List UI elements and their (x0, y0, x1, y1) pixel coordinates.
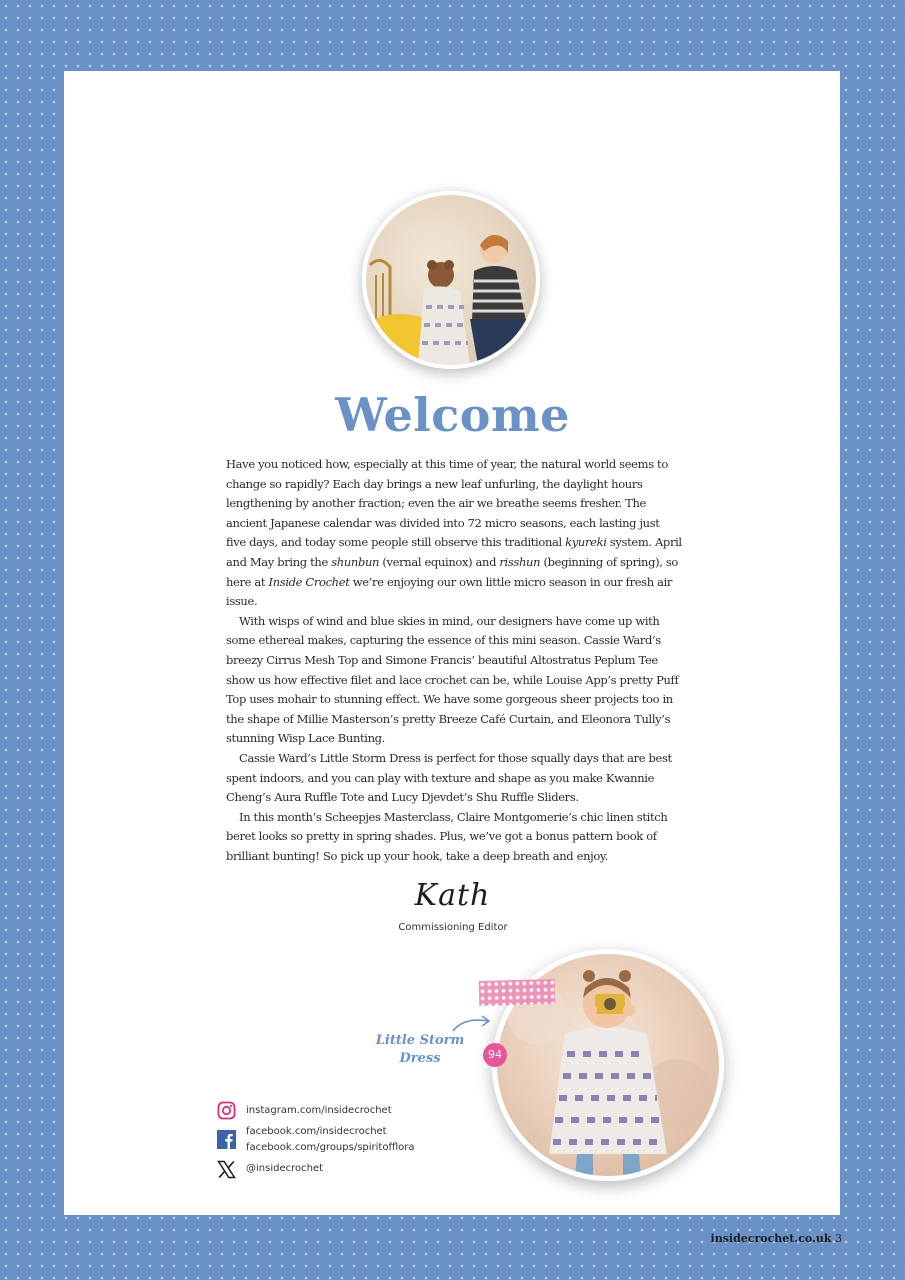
instagram-icon (217, 1101, 236, 1120)
paragraph-4: In this month’s Scheepjes Masterclass, Claire Montgomerie’s chic linen stitch beret looks so pretty in spring shades. Plus, we’ve got a bonus pattern book of brilliant bunting! So pick up your hook, take a deep breath and enjoy. (226, 809, 668, 863)
facebook-page-link[interactable]: facebook.com/insidecrochet (246, 1126, 387, 1137)
editor-role: Commissioning Editor (398, 922, 508, 933)
paragraph-2: With wisps of wind and blue skies in mind, our designers have come up with some ethereal makes, capturing the essence of this mini season. Cassie Ward’s breezy Cirrus Mesh Top and Simone Francis’ beautiful Altostratus Peplum Tee show us how effective filet and lace crochet can be, while Louise App’s pretty Puff Top uses mohair to stunning effect. We have some gorgeous sheer projects too in the shape of Millie Masterson’s pretty Breeze Café Curtain, and Eleonora Tully’s stunning Wisp Lace Bunting. (226, 613, 679, 746)
editor-signature: Kath (414, 878, 491, 913)
facebook-group-link[interactable]: facebook.com/groups/spiritofflora (246, 1141, 415, 1153)
paragraph-3: Cassie Ward’s Little Storm Dress is perfect for those squally days that are best spent indoors, and you can play with texture and shape as you make Kwannie Cheng’s Aura Ruffle Tote and Lucy Djevdet’s Shu Ruffle Sliders. (226, 750, 672, 805)
page-reference-badge: 94 (483, 1043, 507, 1067)
page-title: Welcome (335, 388, 570, 442)
editorial-text (226, 455, 682, 866)
x-icon (217, 1160, 236, 1179)
washi-tape (479, 979, 556, 1006)
paragraph-1: Have you noticed how, especially at this time of year, the natural world seems to change so rapidly? Each day brings a new leaf unfurling, the daylight hours lengthening by another fraction; even the air we breathe seems fresher. The ancient Japanese calendar was divided into 72 micro seasons, each lasting just five days, and today some people still observe this traditional kyureki system. April and May bring the shunbun (vernal equinox) and risshun (beginning of spring), so here at Inside Crochet we’re enjoying our own little micro season in our fresh air issue. (226, 457, 682, 609)
page-number: 3 (835, 1232, 842, 1245)
website-url: insidecrochet.co.uk (710, 1232, 832, 1245)
editor-photo (362, 191, 540, 369)
little-storm-dress-callout: Little Storm Dress (375, 1033, 465, 1066)
page-footer (711, 1232, 842, 1245)
facebook-icon (217, 1130, 236, 1149)
